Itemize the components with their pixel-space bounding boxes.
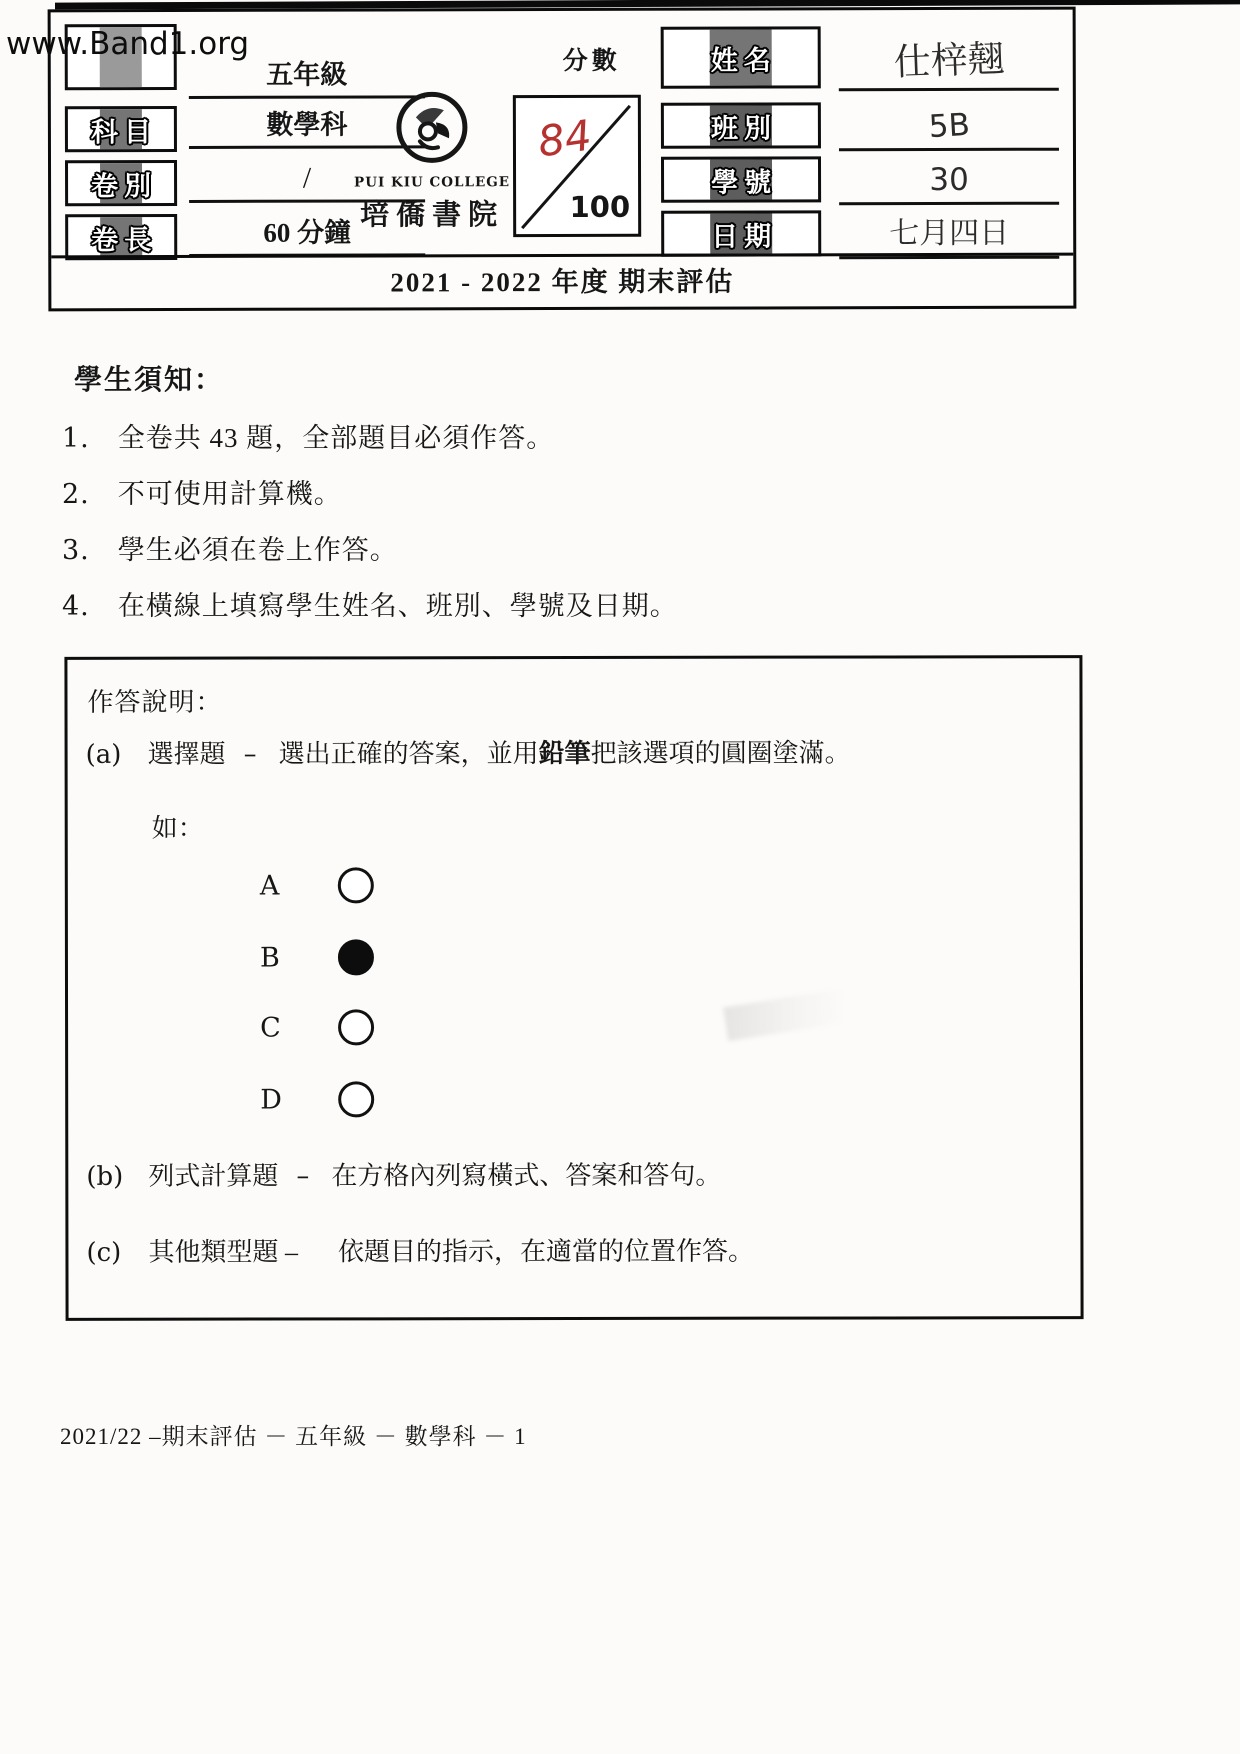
- field-label-student-number: [661, 156, 821, 202]
- notice-number: 4.: [62, 591, 90, 622]
- school-name-zh: 培僑書院: [360, 199, 505, 232]
- instruction-letter: (c): [86, 1237, 122, 1268]
- subject-value: 數學科: [266, 109, 348, 140]
- notices-title: 學生須知：: [74, 365, 225, 396]
- field-value-date: [839, 204, 1059, 260]
- field-label-text: 班別: [710, 112, 777, 144]
- notice-text: 全卷共 43 題，全部題目必須作答。: [117, 423, 555, 453]
- notice-item: [62, 528, 398, 567]
- notice-item: [62, 416, 554, 455]
- field-value-student-number: [839, 150, 1059, 206]
- field-label-date: [661, 210, 821, 256]
- option-row: [260, 939, 374, 975]
- school-name-en: PUI KIU COLLEGE: [354, 174, 511, 191]
- instruction-type: 其他類型題 –: [148, 1237, 299, 1267]
- instruction-text: 把該選項的圓圈塗滿。: [590, 738, 851, 768]
- grade-value: 五年級: [266, 59, 348, 90]
- instruction-letter: (b): [86, 1161, 124, 1192]
- dash: –: [243, 739, 257, 770]
- instruction-a: [86, 733, 851, 771]
- class-handwritten: 5B: [927, 106, 971, 146]
- score-total: 100: [569, 189, 631, 224]
- paper-value: /: [302, 161, 312, 195]
- option-letter: B: [259, 942, 280, 974]
- notice-text: 學生必須在卷上作答。: [117, 535, 398, 565]
- dash: –: [296, 1161, 310, 1192]
- field-label-paper: [65, 160, 177, 206]
- notice-number: 3.: [62, 535, 90, 566]
- school-crest-icon: [394, 89, 470, 165]
- field-label-class: [661, 102, 821, 148]
- field-value-class: [839, 96, 1059, 152]
- name-handwritten: 仕梓翹: [892, 36, 1006, 85]
- student-number-handwritten: 30: [929, 161, 969, 199]
- option-bubble-filled: [338, 939, 374, 975]
- answer-instructions-box: [64, 655, 1083, 1321]
- field-value-name: [839, 26, 1059, 92]
- option-letter: A: [259, 870, 280, 902]
- school-logo: [347, 89, 517, 233]
- option-letter: C: [260, 1012, 281, 1044]
- instruction-type: 列式計算題: [148, 1161, 279, 1191]
- field-label-text: 日期: [711, 220, 778, 252]
- notice-number: 2.: [62, 479, 90, 510]
- option-row: [260, 867, 374, 903]
- instruction-letter: (a): [85, 739, 122, 770]
- score-label: 分數: [562, 47, 621, 75]
- example-label: 如：: [151, 813, 204, 843]
- option-bubble: [338, 867, 374, 903]
- instruction-text: 依題目的指示，在適當的位置作答。: [337, 1236, 755, 1267]
- duration-value: 60 分鐘: [263, 217, 352, 248]
- notice-text: 不可使用計算機。: [117, 479, 342, 509]
- option-bubble: [338, 1009, 374, 1045]
- field-label-text: 卷長: [91, 224, 158, 255]
- field-label-text: 卷別: [91, 170, 158, 201]
- field-label-duration: [65, 214, 177, 260]
- instructions-title: 作答說明：: [87, 687, 223, 717]
- page-footer: 2021/22 –期末評估 － 五年級 － 數學科 － 1: [60, 1424, 527, 1449]
- field-label-subject: [65, 106, 177, 152]
- option-row: [260, 1009, 374, 1045]
- instruction-type: 選擇題: [147, 739, 226, 769]
- watermark: www.Band1.org: [6, 26, 250, 62]
- instruction-text-bold: 鉛筆: [538, 738, 591, 769]
- score-box: [513, 95, 641, 237]
- field-label-text: 學號: [711, 166, 778, 198]
- instruction-text: 選出正確的答案，並用: [278, 739, 539, 769]
- notice-text: 在橫線上填寫學生姓名、班別、學號及日期。: [117, 591, 678, 621]
- score-earned-handwritten: 84: [534, 110, 595, 167]
- notice-item: [62, 472, 342, 511]
- exam-title-banner: 2021 - 2022 年度 期末評估: [51, 253, 1073, 309]
- field-label-text: 科目: [90, 116, 157, 147]
- option-bubble: [338, 1081, 374, 1117]
- option-letter: D: [260, 1084, 282, 1116]
- option-row: [260, 1081, 374, 1117]
- instruction-c: [86, 1231, 754, 1269]
- date-handwritten: 七月四日: [889, 215, 1010, 252]
- field-label-text: 姓名: [710, 44, 777, 76]
- notice-item: [62, 584, 678, 623]
- field-label-name: [661, 26, 821, 88]
- instruction-b: [86, 1155, 721, 1193]
- notice-number: 1.: [62, 423, 90, 454]
- instruction-text: 在方格內列寫橫式、答案和答句。: [331, 1160, 722, 1191]
